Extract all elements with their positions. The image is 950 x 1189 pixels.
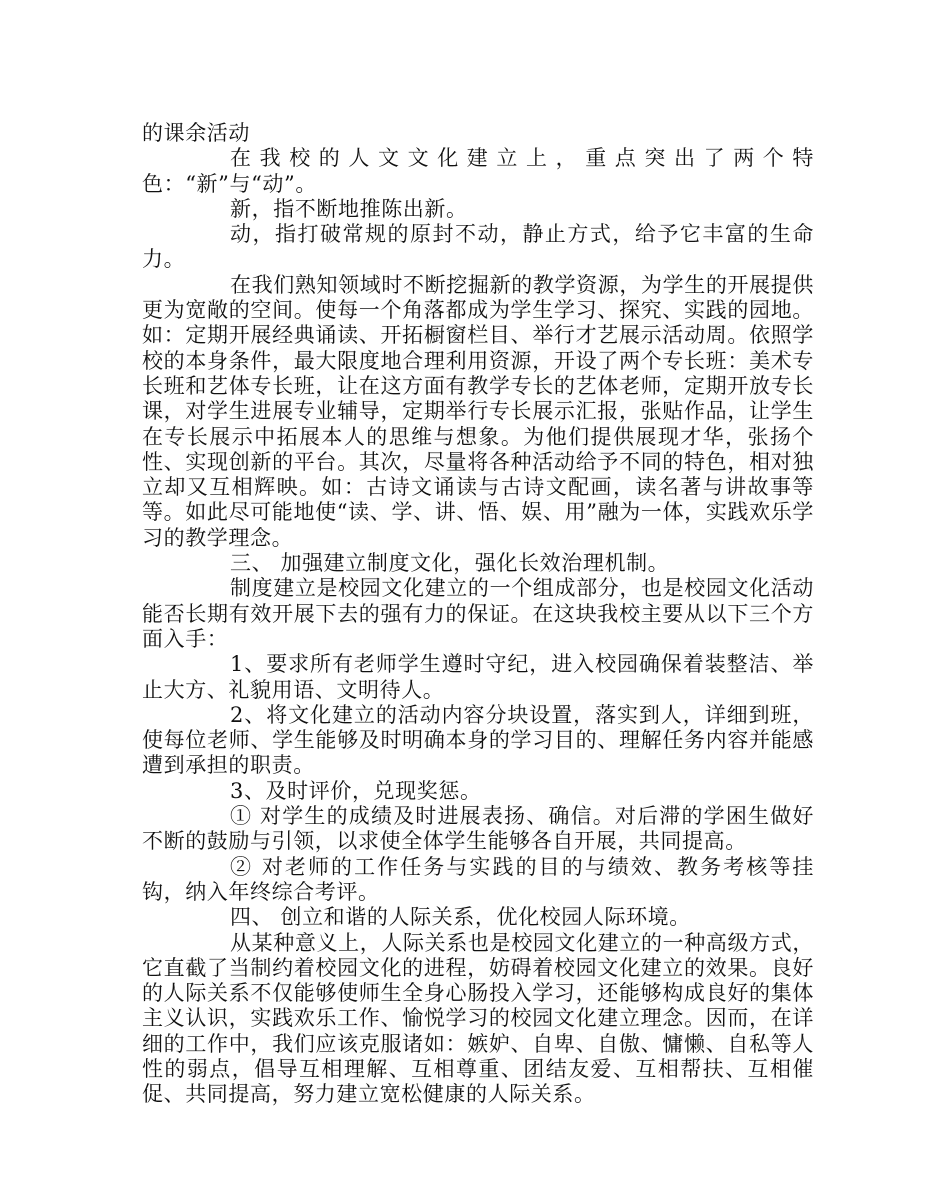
section-heading: 三、 加强建立制度文化，强化长效治理机制。 [230, 551, 670, 576]
paragraph: 新，指不断地推陈出新。 [230, 196, 468, 221]
sub-list-item: ① 对学生的成绩及时进展表扬、确信。对后滞的学困生做好不断的鼓励与引领，以求使全体学生能够各自开展，共同提高。 [142, 804, 814, 854]
paragraph: 从某种意义上，人际关系也是校园文化建立的一种高级方式，它直截了当制约着校园文化的进程，妨碍着校园文化建立的效果。良好的人际关系不仅能够使师生全身心肠投入学习，还能够构成良好的集体主义认识，实践欢乐工作、愉悦学习的校园文化建立理念。因而，在详细的工作中，我们应该克服诸如：嫉妒、自卑、自傲、慵懒、自私等人性的弱点，倡导互相理解、互相尊重、团结友爱、互相帮扶、互相催促、共同提高，努力建立宽松健康的人际关系。 [142, 930, 814, 1107]
document-body [142, 121, 814, 1108]
sub-list-item: ② 对老师的工作任务与实践的目的与绩效、教务考核等挂钩，纳入年终综合考评。 [142, 854, 814, 904]
paragraph: 在我们熟知领域时不断挖掘新的教学资源，为学生的开展提供更为宽敞的空间。使每一个角落都成为学生学习、探究、实践的园地。如：定期开展经典诵读、开拓橱窗栏目、举行才艺展示活动周。依照学校的本身条件，最大限度地合理利用资源，开设了两个专长班：美术专长班和艺体专长班，让在这方面有教学专长的艺体老师，定期开放专长课，对学生进展专业辅导，定期举行专长展示汇报，张贴作品，让学生在专长展示中拓展本人的思维与想象。为他们提供展现才华，张扬个性、实现创新的平台。其次，尽量将各种活动给予不同的特色，相对独立却又互相辉映。如：古诗文诵读与古诗文配画，读名著与讲故事等等。如此尽可能地使“读、学、讲、悟、娱、用”融为一体，实践欢乐学习的教学理念。 [142, 272, 814, 550]
section-heading: 四、 创立和谐的人际关系，优化校园人际环境。 [230, 905, 691, 930]
paragraph: 的课余活动 [142, 121, 250, 145]
list-item: 1、要求所有老师学生遵时守纪，进入校园确保着装整洁、举止大方、礼貌用语、文明待人。 [142, 652, 814, 702]
paragraph: 制度建立是校园文化建立的一个组成部分，也是校园文化活动能否长期有效开展下去的强有力的保证。在这块我校主要从以下三个方面入手： [142, 576, 814, 651]
paragraph: 在我校的人文文化建立上，重点突出了两个特色：“新”与“动”。 [142, 146, 814, 196]
list-item: 2、将文化建立的活动内容分块设置，落实到人，详细到班，使每位老师、学生能够及时明确本身的学习目的、理解任务内容并能感遭到承担的职责。 [142, 702, 814, 778]
paragraph: 动，指打破常规的原封不动，静止方式，给予它丰富的生命力。 [142, 222, 814, 272]
list-item: 3、及时评价，兑现奖惩。 [230, 778, 482, 803]
